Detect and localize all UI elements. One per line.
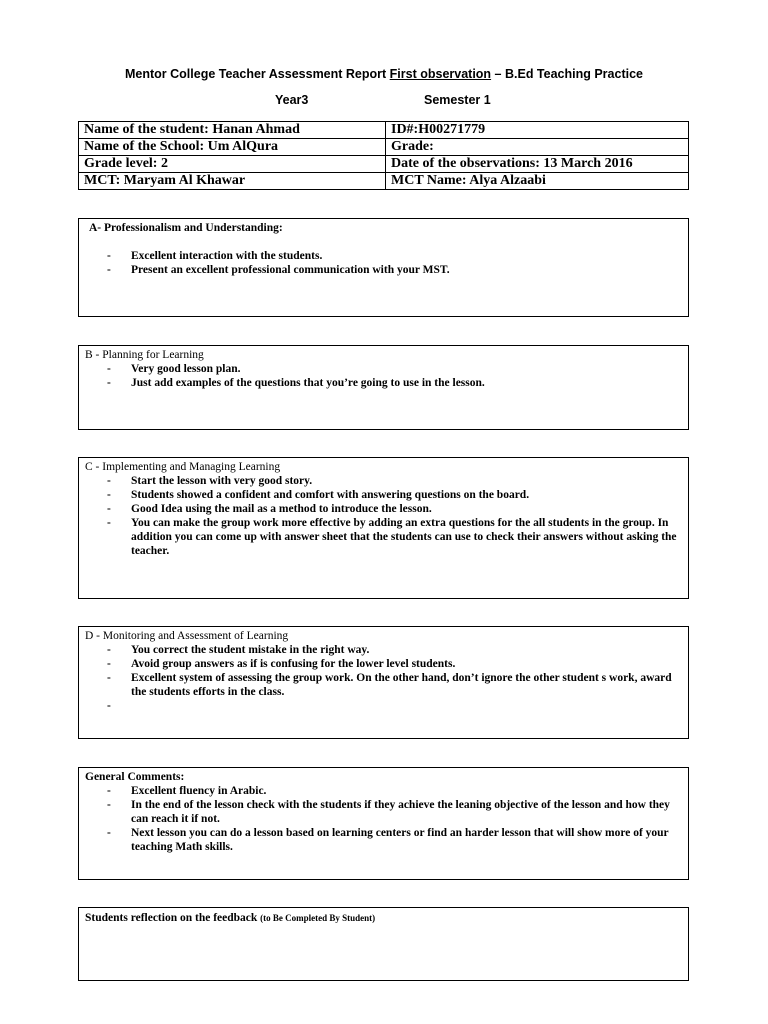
general-comments-heading: General Comments: [85,771,185,783]
section-b-heading: B - Planning for Learning [85,349,204,361]
semester-label: Semester 1 [424,93,491,107]
list-item: - Students showed a confident and comfort with answering questions on the board. [107,489,530,501]
table-row [79,156,689,173]
list-item: - Excellent system of assessing the group work. On the other hand, don’t ignore the other student s work, award the students efforts in the class. [107,672,672,698]
table-row [79,139,689,156]
section-c-heading: C - Implementing and Managing Learning [85,461,281,473]
section-a-heading: A- Professionalism and Understanding: [89,222,283,234]
student-info-table [78,121,689,190]
student-name-cell: Name of the student: Hanan Ahmad [79,122,386,139]
grade-level-cell: Grade level: 2 [79,156,386,173]
general-comments [78,767,689,880]
list-item: - Excellent interaction with the students. [107,250,323,262]
observation-date-cell: Date of the observations: 13 March 2016 [386,156,689,173]
list-item: - Avoid group answers as if is confusing for the lower level students. [107,658,456,670]
list-item: - Very good lesson plan. [107,363,241,375]
title-suffix: – B.Ed Teaching Practice [491,67,643,81]
section-c-list [85,474,682,558]
list-item: - Excellent fluency in Arabic. [107,785,267,797]
section-b-list [85,362,682,390]
list-item: - You correct the student mistake in the right way. [107,644,370,656]
student-reflection-heading [85,911,682,925]
mct-cell: MCT: Maryam Al Khawar [79,173,386,190]
section-b-planning [78,345,689,430]
section-d-monitoring [78,626,689,739]
list-item: - Just add examples of the questions that you’re going to use in the lesson. [107,377,485,389]
title-prefix: Mentor College Teacher Assessment Report [125,67,390,81]
list-item: - In the end of the lesson check with the students if they achieve the leaning objective of the lesson and how they can reach it if not. [107,799,670,825]
table-row [79,173,689,190]
school-name-cell: Name of the School: Um AlQura [79,139,386,156]
title-observation: First observation [389,67,492,81]
list-item: - Next lesson you can do a lesson based on learning centers or find an harder lesson that will show more of your teaching Math skills. [107,827,669,853]
list-item: - Start the lesson with very good story. [107,475,313,487]
reflection-heading-text: Students reflection on the feedback [85,912,258,924]
section-d-heading: D - Monitoring and Assessment of Learning [85,630,289,642]
list-item: - Present an excellent professional communication with your MST. [107,264,450,276]
section-c-implementing [78,457,689,599]
general-comments-list [85,784,682,854]
grade-cell: Grade: [386,139,689,156]
table-row [79,122,689,139]
year-label: Year3 [275,93,309,107]
student-id-cell: ID#:H00271779 [386,122,689,139]
reflection-note: (to Be Completed By Student) [260,913,376,923]
student-reflection-box[interactable] [78,907,689,981]
section-a-list [85,249,682,277]
list-item: - You can make the group work more effective by adding an extra questions for the all students in the group. In addition you can come up with answer sheet that the students can use to check their answers without asking the teacher. [107,517,677,557]
list-item: - Good Idea using the mail as a method to introduce the lesson. [107,503,432,515]
section-d-list: - You correct the student mistake in the right way. - Avoid group answers as if is confusing for the lower level students. - Excellent system of assessing the group work. On the other hand, don’t ignore the other student s work, award the students efforts in the class. - [85,643,682,699]
mct-name-cell: MCT Name: Alya Alzaabi [386,173,689,190]
report-title [0,67,768,81]
section-a-professionalism [78,218,689,317]
